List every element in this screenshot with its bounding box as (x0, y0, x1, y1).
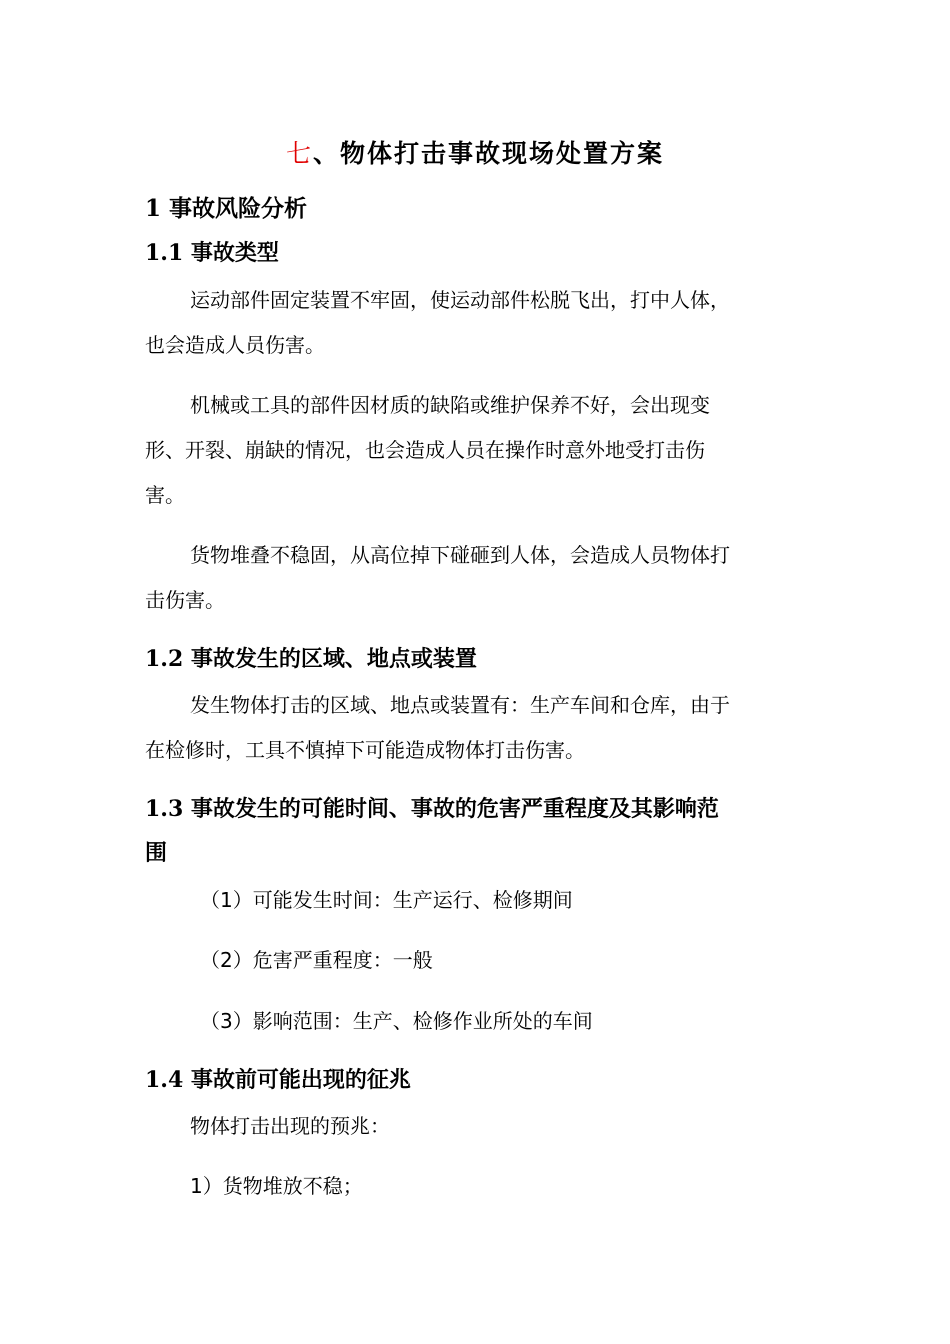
section-1-4-heading: 1.4 事故前可能出现的征兆 (145, 1067, 411, 1093)
section-1-heading: 1 事故风险分析 (145, 195, 308, 222)
list-item: （3）影响范围：生产、检修作业所处的车间 (200, 1009, 593, 1033)
section-1-3-heading-cont: 围 (145, 840, 168, 866)
paragraph-line: 击伤害。 (145, 588, 225, 612)
paragraph-line: 在检修时，工具不慎掉下可能造成物体打击伤害。 (145, 738, 585, 762)
paragraph-line: 也会造成人员伤害。 (145, 333, 325, 357)
section-1-3-heading: 1.3 事故发生的可能时间、事故的危害严重程度及其影响范 (145, 796, 719, 822)
paragraph-line: 货物堆叠不稳固，从高位掉下碰砸到人体，会造成人员物体打 (190, 543, 730, 567)
document-title (0, 134, 950, 170)
list-item: 1）货物堆放不稳； (190, 1174, 363, 1198)
paragraph-line: 物体打击出现的预兆： (190, 1114, 390, 1138)
paragraph-line: 害。 (145, 483, 185, 507)
paragraph-line: 机械或工具的部件因材质的缺陷或维护保养不好，会出现变 (190, 393, 710, 417)
list-item: （2）危害严重程度：一般 (200, 948, 433, 972)
paragraph-line: 发生物体打击的区域、地点或装置有：生产车间和仓库，由于 (190, 693, 730, 717)
title-number: 七 (285, 139, 313, 168)
list-item: （1）可能发生时间：生产运行、检修期间 (200, 888, 573, 912)
section-1-2-heading: 1.2 事故发生的区域、地点或装置 (145, 646, 477, 672)
paragraph-line: 运动部件固定装置不牢固，使运动部件松脱飞出，打中人体， (190, 288, 730, 312)
paragraph-line: 形、开裂、崩缺的情况，也会造成人员在操作时意外地受打击伤 (145, 438, 705, 462)
title-text: 、物体打击事故现场处置方案 (313, 139, 665, 168)
section-1-1-heading: 1.1 事故类型 (145, 240, 279, 266)
